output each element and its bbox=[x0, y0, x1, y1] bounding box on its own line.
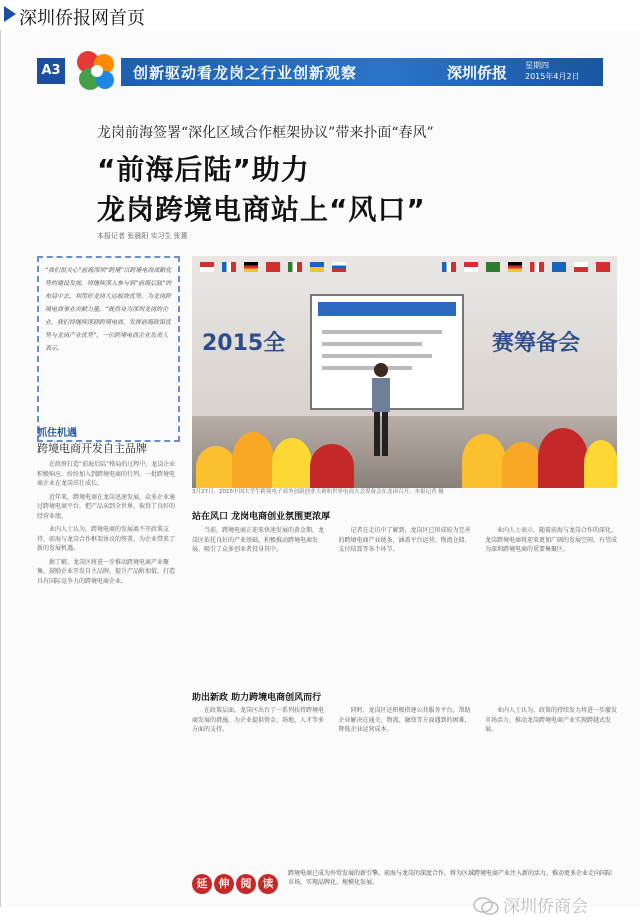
section-banner bbox=[121, 58, 603, 86]
paragraph: 业内人士认为，跨境电商的发展离不开政策支持，前海与龙岗合作框架协议的签署，为企业带来了新的发展机遇。 bbox=[37, 526, 176, 552]
gears-logo-icon bbox=[70, 46, 120, 96]
audience-member bbox=[502, 442, 542, 488]
badge-char: 读 bbox=[258, 874, 278, 894]
paragraph: 近年来，跨境电商在龙岗迅速发展，众多企业通过跨境电商平台，把产品卖到全世界，取得了良好的经营业绩。 bbox=[37, 493, 176, 520]
top-bar bbox=[0, 0, 640, 31]
watermark bbox=[473, 892, 588, 917]
text-columns-2 bbox=[192, 706, 617, 856]
screen-line bbox=[322, 366, 412, 370]
flag-icon bbox=[288, 262, 302, 272]
text-column bbox=[339, 526, 471, 676]
issue-label: 星期四 bbox=[525, 61, 549, 70]
section1-title: 跨境电商开发自主品牌 bbox=[37, 442, 147, 455]
text-column bbox=[192, 706, 324, 856]
paragraph: 记者在走访中了解到，龙岗区已形成较为完善的跨境电商产业链条，涵盖平台运营、物流仓储、支付结算等各个环节。 bbox=[338, 527, 471, 553]
photo-banner-right: 赛筹备会 bbox=[492, 331, 581, 356]
page-number: A3 bbox=[37, 58, 65, 84]
flag-icon bbox=[310, 262, 324, 272]
headline-line-2: 龙岗跨境电商站上“风口” bbox=[97, 193, 426, 226]
text-column bbox=[485, 706, 617, 856]
subheading-1: 站在风口 龙岗电商创业氛围更浓厚 bbox=[192, 512, 331, 522]
paragraph: 业内人士认为，政策的持续发力将进一步激发市场活力，推动龙岗跨境电商产业实现跨越式发展。 bbox=[485, 707, 617, 733]
screen-line bbox=[322, 330, 442, 334]
flag-icon bbox=[332, 262, 346, 272]
paragraph: 据了解，龙岗区将进一步推动跨境电商产业聚集，鼓励企业开发自主品牌，提升产品附加值，打造具有国际竞争力的跨境电商企业。 bbox=[37, 558, 176, 585]
flag-icon bbox=[486, 262, 500, 272]
intro-box bbox=[37, 256, 180, 442]
masthead bbox=[37, 52, 603, 90]
text-column bbox=[485, 526, 617, 676]
flag-icon bbox=[508, 262, 522, 272]
play-arrow-icon[interactable] bbox=[4, 6, 16, 22]
paper-name: 深圳侨报 bbox=[447, 64, 508, 82]
subheading-2: 助出新政 助力跨境电商创风而行 bbox=[192, 693, 322, 703]
watermark-text: 深圳侨商会 bbox=[503, 897, 588, 917]
extended-reading-badge bbox=[192, 874, 278, 896]
badge-char: 阅 bbox=[236, 874, 256, 894]
badge-char: 延 bbox=[192, 874, 212, 894]
audience-member bbox=[196, 446, 236, 488]
audience-member bbox=[232, 432, 274, 488]
audience-member bbox=[462, 434, 506, 488]
speaker-figure bbox=[368, 360, 394, 460]
badge-char: 伸 bbox=[214, 874, 234, 894]
flag-icon bbox=[574, 262, 588, 272]
byline: 本报记者 张晨阳 实习生 张惠 bbox=[97, 232, 188, 240]
text-column bbox=[339, 706, 471, 856]
headline-line-1: “前海后陆”助力 bbox=[97, 153, 310, 186]
event-photo bbox=[192, 256, 617, 488]
paragraph: 在政策层面，龙岗区出台了一系列扶持跨境电商发展的措施，为企业提供资金、场地、人才等多方面的支持。 bbox=[192, 707, 325, 733]
flag-icon bbox=[442, 262, 456, 272]
audience-member bbox=[584, 440, 617, 488]
text-column bbox=[192, 526, 324, 676]
issue-meta bbox=[525, 60, 580, 82]
flag-icon bbox=[222, 262, 236, 272]
flag-icon bbox=[200, 262, 214, 272]
paragraph: 当前，跨境电商正迎来快速发展的黄金期，龙岗区依托良好的产业基础，积极推动跨境电商发展，吸引了众多创业者投身其中。 bbox=[192, 527, 325, 553]
flag-icon bbox=[244, 262, 258, 272]
section-banner-title: 创新驱动看龙岗之行业创新观察 bbox=[133, 64, 358, 82]
flag-icon bbox=[530, 262, 544, 272]
article-kicker: 龙岗前海签署“深化区域合作框架协议”带来扑面“春风” bbox=[97, 125, 434, 141]
audience-member bbox=[538, 428, 588, 488]
paragraph: 业内人士表示，随着前海与龙岗合作的深化，龙岗跨境电商将迎来更加广阔的发展空间，有望成为深圳跨境电商的重要集聚区。 bbox=[485, 527, 617, 553]
text-columns-1 bbox=[192, 526, 617, 676]
screen-line bbox=[322, 354, 432, 358]
flag-icon bbox=[596, 262, 610, 272]
photo-banner-left: 2015全 bbox=[202, 331, 286, 356]
section1-label: 抓住机遇 bbox=[37, 428, 77, 439]
intro-text: “我们很关心”前海深圳“跨境”以跨境电商战略优势的建设发展，将继续深入参与到“前海后陆”的布局中去，利用好龙岗大运板块优势，为龙岗跨境电商事业贡献力量。“既然身为深圳龙岗的企业，我们将继续深耕跨境电商，发挥前海政策优势与龙岗产业优势”，一位跨境电商企业负责人表示。 bbox=[45, 267, 172, 352]
flag-icon bbox=[464, 262, 478, 272]
screen-title-bar bbox=[318, 302, 456, 316]
left-column bbox=[37, 460, 180, 590]
wechat-icon bbox=[473, 897, 499, 915]
audience-member bbox=[272, 438, 312, 488]
flag-icon bbox=[552, 262, 566, 272]
paragraph: 同时，龙岗区还积极搭建公共服务平台，帮助企业解决在通关、物流、融资等方面遇到的困难，降低企业运营成本。 bbox=[338, 707, 471, 733]
paragraph: 在政府打造“前海后陆”格局的过程中，龙岗企业积极响应，纷纷加入到跨境电商的行列，一批跨境电商企业在龙岗茁壮成长。 bbox=[37, 461, 176, 487]
screen-line bbox=[322, 342, 422, 346]
flag-icon bbox=[266, 262, 280, 272]
photo-caption: 3月27日，2015中国大学生跨境电子商务创新创业大赛和世界电商大会筹备会在龙岗召开。本报记者 摄 bbox=[192, 489, 444, 495]
site-home-link[interactable]: 深圳侨报网首页 bbox=[19, 8, 145, 29]
audience-member bbox=[310, 444, 354, 488]
extended-reading-text: 跨境电商已成为外贸发展的新引擎。前海与龙岗的深度合作，将为区域跨境电商产业注入新的活力，推动更多企业走向国际市场，实现品牌化、规模化发展。 bbox=[288, 870, 613, 886]
newspaper-page bbox=[0, 30, 640, 917]
issue-date: 2015年4月2日 bbox=[525, 72, 580, 81]
